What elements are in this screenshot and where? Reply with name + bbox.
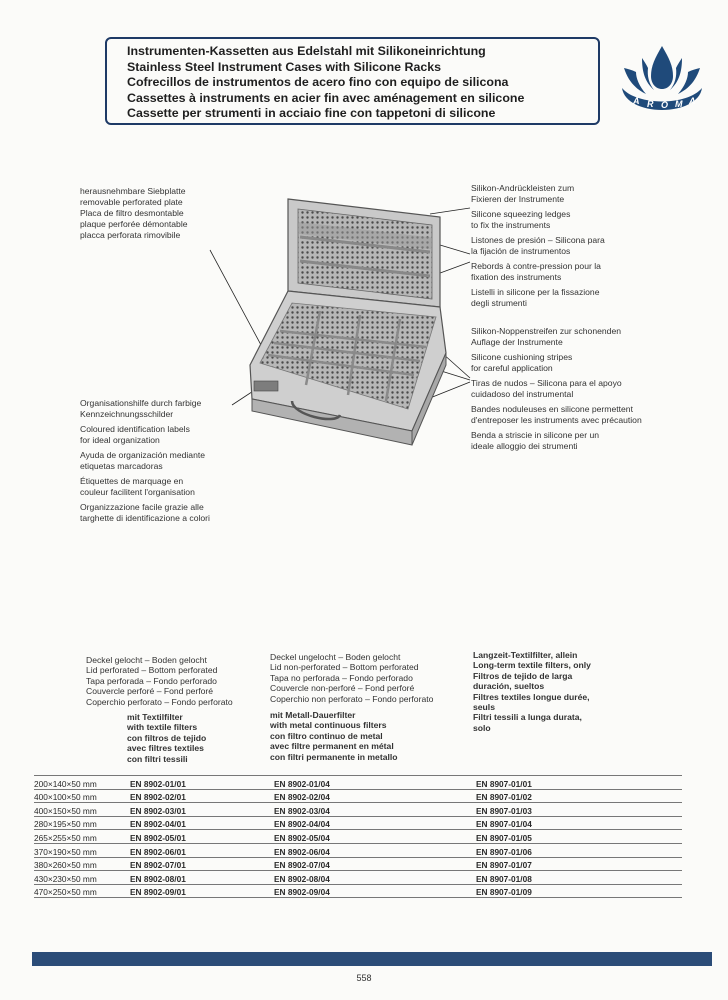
column-b-sub-line: avec filtre permanent en métal — [270, 741, 394, 752]
code-a-cell: EN 8902-01/01 — [130, 776, 274, 790]
column-b-line: Couvercle non-perforé – Fond perforé — [270, 683, 415, 694]
column-b-sub-line: con filtri permanente in metallo — [270, 751, 398, 762]
code-a-cell: EN 8902-08/01 — [130, 871, 274, 885]
callout-text: la fijación de instrumentos — [471, 246, 571, 256]
code-c-cell: EN 8907-01/05 — [476, 830, 682, 844]
callout-text: Silicone cushioning stripes — [471, 352, 573, 362]
callout-squeezing-ledges — [471, 183, 605, 309]
column-a-line: Lid perforated – Bottom perforated — [86, 665, 218, 676]
callout-text: placca perforata rimovibile — [80, 230, 181, 240]
size-cell: 280×195×50 mm — [34, 816, 130, 830]
column-c-header — [473, 650, 591, 733]
code-b-cell: EN 8902-05/04 — [274, 830, 476, 844]
code-b-cell: EN 8902-03/04 — [274, 803, 476, 817]
callout-text: Étiquettes de marquage en — [80, 476, 184, 486]
column-c-line: Langzeit-Textilfilter, allein — [473, 650, 578, 660]
column-b-line: Tapa no perforada – Fondo perforado — [270, 672, 413, 683]
table-row — [34, 843, 682, 857]
callout-text: herausnehmbare Siebplatte — [80, 186, 186, 196]
column-b-sub-line: mit Metall-Dauerfilter — [270, 710, 356, 720]
code-c-cell: EN 8907-01/04 — [476, 816, 682, 830]
callout-text: couleur facilitent l'organisation — [80, 487, 195, 497]
callout-text: for ideal organization — [80, 435, 160, 445]
callout-text: Silicone squeezing ledges — [471, 209, 571, 219]
column-a-line: Couvercle perforé – Fond perforé — [86, 686, 214, 697]
column-a-sub-line: con filtri tessili — [127, 753, 188, 764]
size-cell: 370×190×50 mm — [34, 843, 130, 857]
code-a-cell: EN 8902-02/01 — [130, 789, 274, 803]
callout-text: targhette di identificazione a colori — [80, 513, 210, 523]
code-a-cell: EN 8902-05/01 — [130, 830, 274, 844]
callout-text: fixation des instruments — [471, 272, 562, 282]
callout-text: Tiras de nudos – Silicona para el apoyo — [471, 378, 622, 388]
table-row — [34, 871, 682, 885]
size-cell: 400×150×50 mm — [34, 803, 130, 817]
product-table — [34, 775, 682, 898]
code-c-cell: EN 8907-01/01 — [476, 776, 682, 790]
column-a-subheader — [127, 712, 206, 764]
column-a-sub-line: avec filtres textiles — [127, 743, 204, 754]
callout-text: degli strumenti — [471, 298, 527, 308]
column-a-sub-line: mit Textilfilter — [127, 712, 183, 722]
table-row — [34, 789, 682, 803]
callout-text: Listones de presión – Silicona para — [471, 235, 605, 245]
callout-text: cuidadoso del instrumental — [471, 389, 574, 399]
size-cell: 430×230×50 mm — [34, 871, 130, 885]
size-cell: 380×260×50 mm — [34, 857, 130, 871]
column-a-header — [86, 655, 233, 707]
column-b-sub-line: con filtro continuo de metal — [270, 730, 383, 741]
callout-text: Coloured identification labels — [80, 424, 190, 434]
code-a-cell: EN 8902-09/01 — [130, 884, 274, 898]
logo-letter-o: O — [661, 100, 669, 110]
column-c-line: Filtres textiles longue durée, — [473, 691, 590, 702]
page-number: 558 — [356, 973, 372, 983]
title-fr: Cassettes à instruments en acier fin avec aménagement en silicone — [127, 90, 525, 105]
column-a-sub-line: with textile filters — [127, 722, 198, 733]
table-row — [34, 776, 682, 790]
footer-bar — [32, 952, 712, 966]
callout-text: Benda a striscie in silicone per un — [471, 430, 600, 440]
code-c-cell: EN 8907-01/06 — [476, 843, 682, 857]
callout-text: for careful application — [471, 363, 553, 373]
column-a-line: Deckel gelocht – Boden gelocht — [86, 655, 207, 665]
code-b-cell: EN 8902-04/04 — [274, 816, 476, 830]
column-c-line: seuls — [473, 702, 495, 713]
callout-text: Kennzeichnungsschilder — [80, 409, 174, 419]
column-b-line: Lid non-perforated – Bottom perforated — [270, 662, 419, 673]
title-it: Cassette per strumenti in acciaio fine con tappetoni di silicone — [127, 106, 496, 120]
callout-text: Rebords à contre-pression pour la — [471, 261, 601, 271]
code-a-cell: EN 8902-06/01 — [130, 843, 274, 857]
code-a-cell: EN 8902-07/01 — [130, 857, 274, 871]
table-row — [34, 857, 682, 871]
size-cell: 200×140×50 mm — [34, 776, 130, 790]
column-b-line: Deckel ungelocht – Boden gelocht — [270, 652, 401, 662]
size-cell: 265×255×50 mm — [34, 830, 130, 844]
callout-text: Ayuda de organización mediante — [80, 450, 206, 460]
callout-text: Bandes noduleuses en silicone permettent — [471, 404, 633, 414]
callout-text: Auflage der Instrumente — [471, 337, 563, 347]
callout-text: Organizzazione facile grazie alle — [80, 502, 204, 512]
code-c-cell: EN 8907-01/08 — [476, 871, 682, 885]
logo-letter-r: R — [647, 99, 654, 109]
callout-removable-plate — [80, 186, 188, 241]
code-b-cell: EN 8902-01/04 — [274, 776, 476, 790]
size-cell: 470×250×50 mm — [34, 884, 130, 898]
callout-text: Silikon-Andrückleisten zum — [471, 183, 575, 193]
column-a-line: Tapa perforada – Fondo perforado — [86, 675, 217, 686]
code-b-cell: EN 8902-09/04 — [274, 884, 476, 898]
code-c-cell: EN 8907-01/09 — [476, 884, 682, 898]
logo-letter-m: M — [675, 99, 683, 109]
column-c-line: Long-term textile filters, only — [473, 660, 591, 671]
code-b-cell: EN 8902-02/04 — [274, 789, 476, 803]
callout-text: Listelli in silicone per la fissazione — [471, 287, 600, 297]
table-row — [34, 884, 682, 898]
column-c-line: Filtri tessili a lunga durata, — [473, 712, 582, 723]
aroma-lotus-logo — [612, 44, 712, 114]
title-de: Instrumenten-Kassetten aus Edelstahl mit Silikoneinrichtung — [127, 44, 486, 58]
table-row — [34, 830, 682, 844]
column-b-subheader — [270, 710, 398, 762]
code-b-cell: EN 8902-07/04 — [274, 857, 476, 871]
column-c-line: duración, sueltos — [473, 681, 545, 692]
column-c-line: Filtros de tejido de larga — [473, 670, 573, 681]
table-row — [34, 816, 682, 830]
title-es: Cofrecillos de instrumentos de acero fino con equipo de silicona — [127, 75, 509, 89]
callout-text: to fix the instruments — [471, 220, 551, 230]
column-a-sub-line: con filtros de tejido — [127, 732, 207, 743]
code-c-cell: EN 8907-01/03 — [476, 803, 682, 817]
code-c-cell: EN 8907-01/07 — [476, 857, 682, 871]
code-b-cell: EN 8902-06/04 — [274, 843, 476, 857]
size-cell: 400×100×50 mm — [34, 789, 130, 803]
logo-letter-a2: A — [689, 96, 696, 106]
callout-text: ideale alloggio dei strumenti — [471, 441, 578, 451]
callout-cushioning-stripes — [471, 326, 642, 452]
callout-text: plaque perforée démontable — [80, 219, 188, 229]
callout-text: removable perforated plate — [80, 197, 183, 207]
column-c-line: solo — [473, 722, 491, 733]
title-box — [105, 37, 600, 125]
callout-text: Silikon-Noppenstreifen zur schonenden — [471, 326, 622, 336]
instrument-case-photo — [240, 195, 462, 450]
code-a-cell: EN 8902-03/01 — [130, 803, 274, 817]
callout-text: Organisationshilfe durch farbige — [80, 398, 202, 408]
code-a-cell: EN 8902-04/01 — [130, 816, 274, 830]
column-a-line: Coperchio perforato – Fondo perforato — [86, 696, 233, 707]
column-b-line: Coperchio non perforato – Fondo perforato — [270, 693, 434, 704]
callout-identification-labels — [80, 398, 210, 524]
callout-text: Fixieren der Instrumente — [471, 194, 565, 204]
table-row — [34, 803, 682, 817]
code-c-cell: EN 8907-01/02 — [476, 789, 682, 803]
logo-letter-a: A — [633, 96, 640, 106]
column-b-sub-line: with metal continuous filters — [270, 720, 387, 731]
callout-text: Placa de filtro desmontable — [80, 208, 184, 218]
callout-text: d'entreposer les instruments avec précaution — [471, 415, 642, 425]
column-b-header — [270, 652, 433, 704]
code-b-cell: EN 8902-08/04 — [274, 871, 476, 885]
title-en: Stainless Steel Instrument Cases with Silicone Racks — [127, 59, 442, 74]
callout-text: etiquetas marcadoras — [80, 461, 163, 471]
